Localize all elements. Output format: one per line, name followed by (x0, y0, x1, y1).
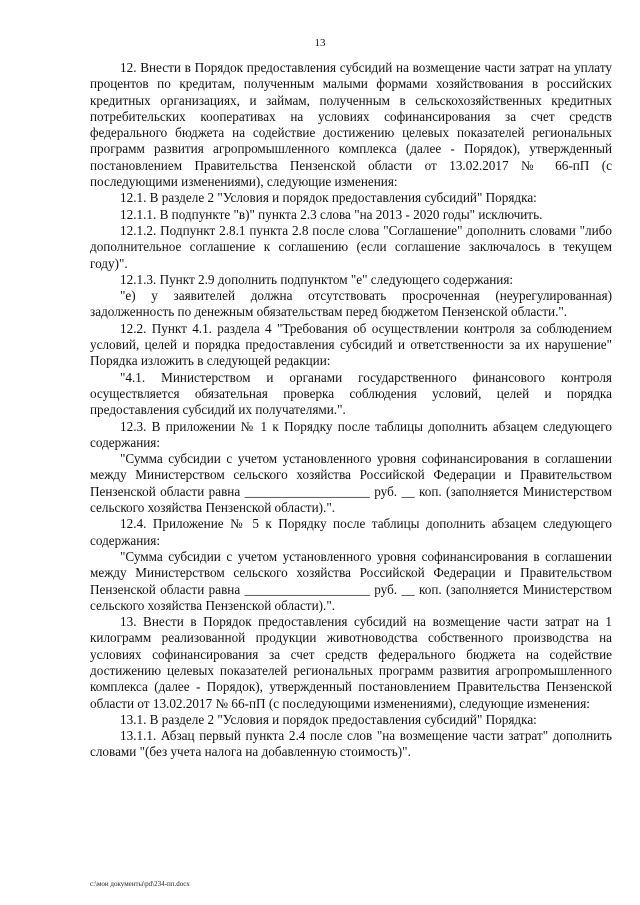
paragraph: "е) у заявителей должна отсутствовать просроченная (неурегулированная) задолженность по денежным обязательствам перед бюджетом Пензенской области.". (90, 288, 612, 320)
file-path-footer: c:\мои документы\рd\234-пп.docx (90, 880, 190, 888)
paragraph: "Сумма субсидии с учетом установленного уровня софинансирования в соглашении между Министерством сельского хозяйства Российской Федерации и Правительством Пензенской области равна ___________________ руб. __ коп. (заполняется Министерством сельского хозяйства Пензенской области).". (90, 451, 612, 516)
paragraph: 12.1. В разделе 2 "Условия и порядок предоставления субсидий" Порядка: (120, 190, 537, 206)
paragraph: 13.1.1. Абзац первый пункта 2.4 после слов "на возмещение части затрат" дополнить словами "(без учета налога на добавленную стоимость)". (90, 728, 612, 760)
paragraph: 12.1.2. Подпункт 2.8.1 пункта 2.8 после слова "Соглашение" дополнить словами "либо дополнительное соглашение к соглашению (если соглашение заключалось в текущем году)". (90, 222, 612, 271)
document-body (90, 60, 612, 761)
paragraph: 12.1.1. В подпункте "в)" пункта 2.3 слова "на 2013 - 2020 годы" исключить. (120, 206, 543, 222)
page-number: 13 (314, 37, 326, 49)
paragraph: 12. Внести в Порядок предоставления субсидий на возмещение части затрат на уплату процентов по кредитам, полученным малыми формами хозяйствования в российских кредитных организациях, и займам, полученным в сельскохозяйственных кредитных потребительских кооперативах на условиях софинансирования за счет средств федерального бюджета на содействие достижению целевых показателей региональных программ развития агропромышленного комплекса (далее - Порядок), утвержденный постановлением Правительства Пензенской области от 13.02.2017 № 66-пП (с последующими изменениями), следующие изменения: (90, 60, 612, 190)
paragraph: "Сумма субсидии с учетом установленного уровня софинансирования в соглашении между Министерством сельского хозяйства Российской Федерации и Правительством Пензенской области равна ___________________ руб. __ коп. (заполняется Министерством сельского хозяйства Пензенской области).". (90, 548, 612, 613)
paragraph: 12.4. Приложение № 5 к Порядку после таблицы дополнить абзацем следующего содержания: (90, 516, 612, 548)
paragraph: 13.1. В разделе 2 "Условия и порядок предоставления субсидий" Порядка: (120, 711, 537, 727)
paragraph: "4.1. Министерством и органами государственного финансового контроля осуществляется обязательная проверка соблюдения условий, целей и порядка предоставления субсидий их получателями.". (90, 369, 612, 418)
paragraph: 12.1.3. Пункт 2.9 дополнить подпунктом "е" следующего содержания: (120, 271, 514, 287)
paragraph: 13. Внести в Порядок предоставления субсидий на возмещение части затрат на 1 килограмм реализованной продукции животноводства собственного производства на условиях софинансирования за счет средств федерального бюджета на содействие достижению целевых показателей региональных программ развития агропромышленного комплекса (далее - Порядок), утвержденный постановлением Правительства Пензенской области от 13.02.2017 № 66-пП (с последующими изменениями), следующие изменения: (90, 614, 612, 711)
paragraph: 12.3. В приложении № 1 к Порядку после таблицы дополнить абзацем следующего содержания: (90, 418, 612, 450)
paragraph: 12.2. Пункт 4.1. раздела 4 "Требования об осуществлении контроля за соблюдением условий, целей и порядка предоставления субсидий и ответственности за их нарушение" Порядка изложить в следующей редакции: (90, 320, 612, 369)
